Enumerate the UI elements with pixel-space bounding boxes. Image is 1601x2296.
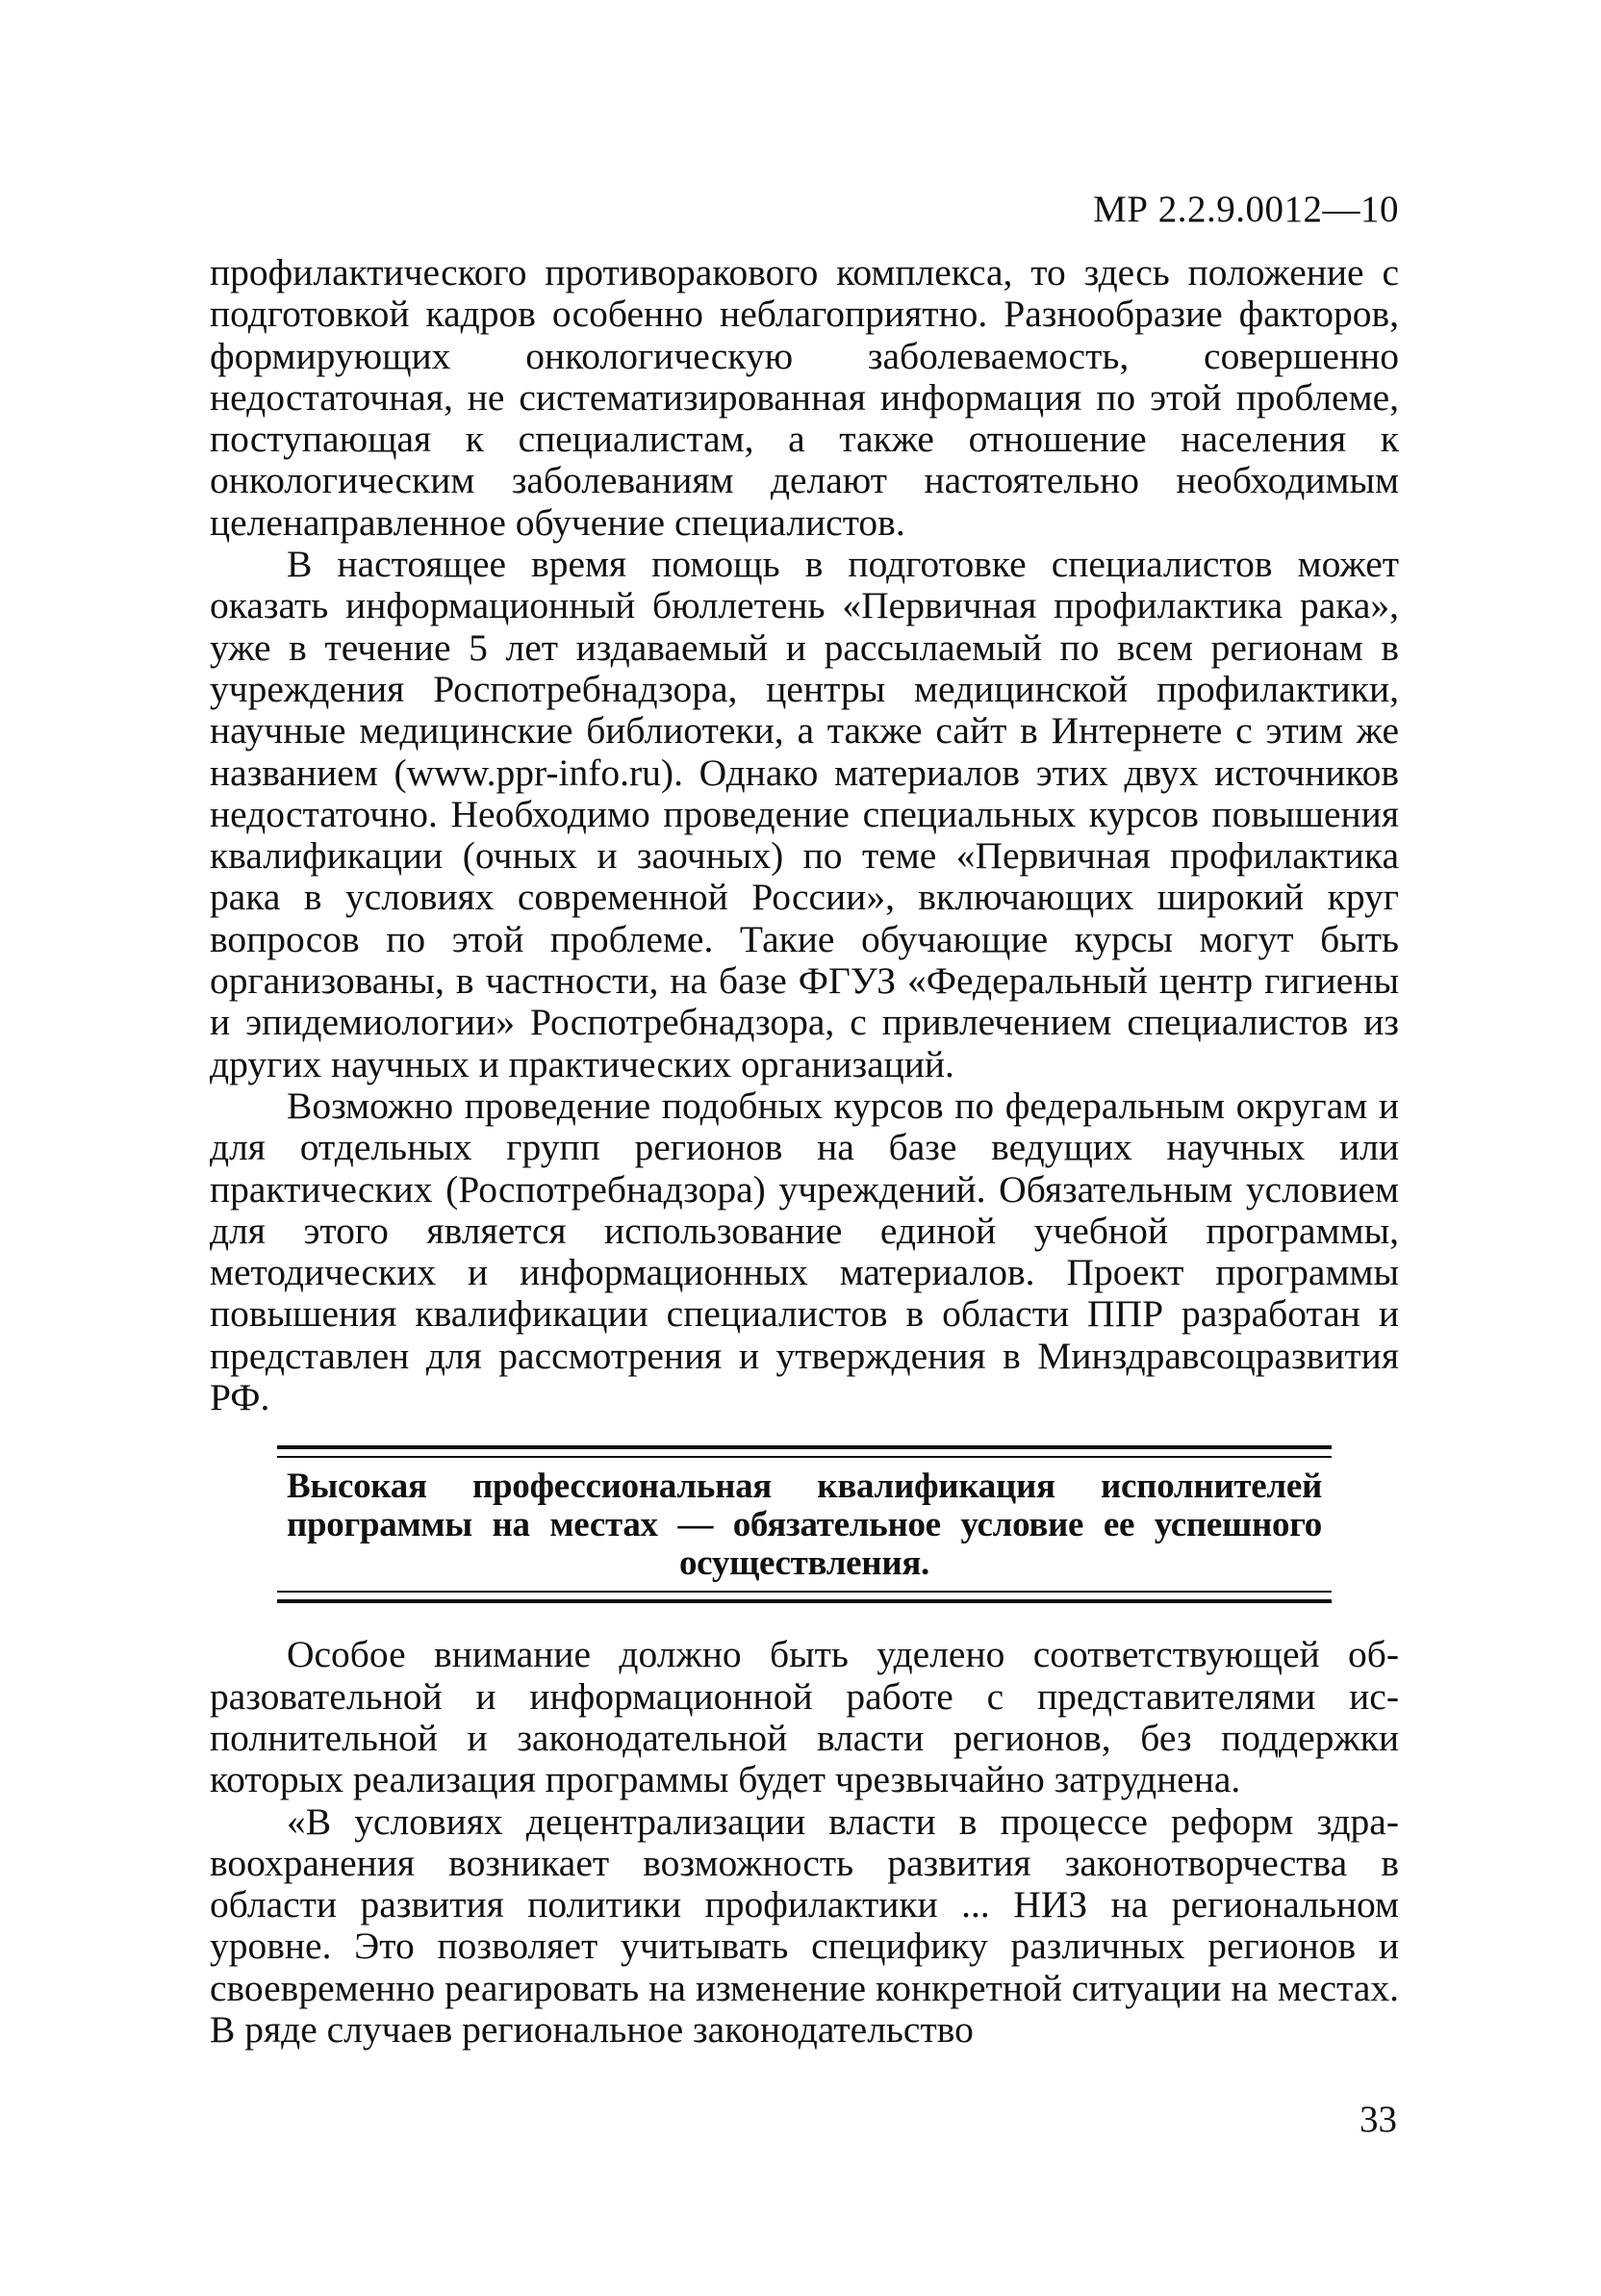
callout-box	[210, 1445, 1399, 1603]
callout-top-rule	[277, 1445, 1332, 1458]
document-code-header: МР 2.2.9.0012—10	[1093, 189, 1399, 230]
paragraph-continuation: профилактического противоракового комплекса, то здесь положение с подготовкой кадров особенно неблагоприятно. Разнообразие факторов, формирующих онкологическую заболеваемость, совершенно недостаточная, не систематизированная информация по этой проблеме, поступающая к специалистам, а также отношение населения к онкологическим заболеваниям делают настоятельно необходимым целенаправленное обучение специалистов.	[210, 251, 1399, 544]
callout-bottom-rule	[277, 1591, 1332, 1603]
paragraph-training-bulletin: В настоящее время помощь в подготовке специалистов может оказать информационный бюллетень «Первичная профилактика рака», уже в течение 5 лет издаваемый и рассылаемый по всем регионам в учреждения Роспотребнадзора, центры медицинской профилактики, научные медицинские библиотеки, а также сайт в Интернете с этим же названием (www.ppr-info.ru). Однако материалов этих двух источников недостаточно. Необходимо проведение специальных курсов повышения квалификации (очных и заочных) по теме «Первичная профилактика рака в условиях современной России», включающих широкий круг вопросов по этой проблеме. Такие обучающие курсы могут быть организованы, в частности, на базе ФГУЗ «Федеральный центр гигиены и эпидемиологии» Роспотребнадзора, с привлечением специалистов из других научных и практических организаций.	[210, 543, 1399, 1085]
page-number: 33	[1360, 2099, 1397, 2140]
paragraph-regional-authorities: Особое внимание должно быть уделено соответствующей образовательной и информационной работе с представителями исполнительной и законодательной власти регионов, без поддержки которых реализация программы будет чрезвычайно затруднена.	[210, 1633, 1399, 1801]
document-body	[210, 252, 1399, 2051]
paragraph-decentralization-quote: «В условиях децентрализации власти в процессе реформ здравоохранения возникает возможность развития законотворчества в области развития политики профилактики ... НИЗ на региональном уровне. Это позволяет учитывать специфику различных регионов и своевременно реагировать на изменение конкретной ситуации на местах. В ряде случаев региональное законодательство	[210, 1799, 1399, 2051]
callout-title: Высокая профессиональная квалификация исполнителей программы на местах — обязательное условие ее успешного осуществления.	[287, 1467, 1322, 1584]
paragraph-federal-courses: Возможно проведение подобных курсов по федеральным округам и для отдельных групп регионов на базе ведущих научных или практических (Роспотребнадзора) учреждений. Обязательным условием для этого является использование единой учебной программы, методических и информационных материалов. Проект программы повышения квалификации специалистов в области ППР разработан и представлен для рассмотрения и утверждения в Минздравсоцразвития РФ.	[210, 1084, 1399, 1419]
